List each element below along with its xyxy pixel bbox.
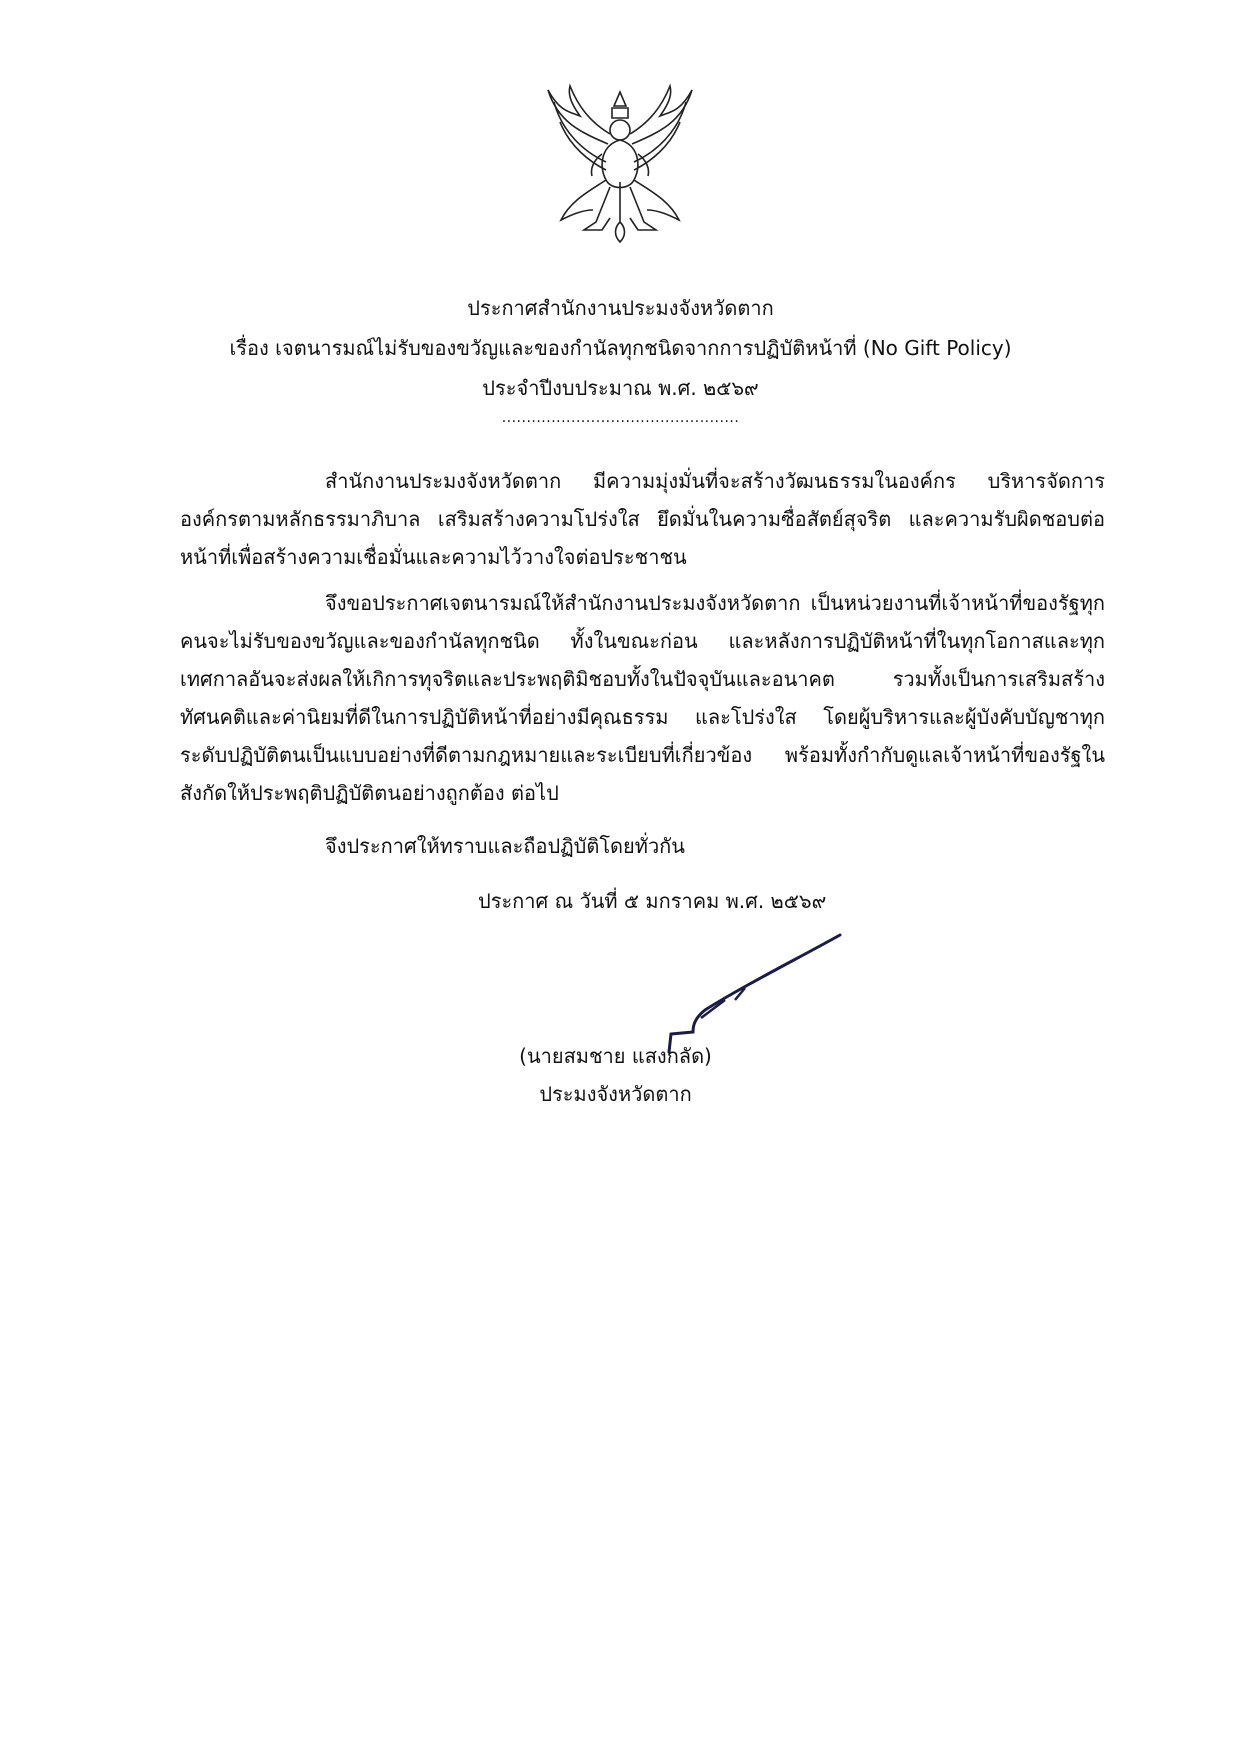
separator-dots: ................................................ (501, 410, 740, 426)
garuda-emblem-icon (540, 82, 700, 247)
paragraph-declaration: จึงขอประกาศเจตนารมณ์ให้สำนักงานประมงจังหวัดตาก เป็นหน่วยงานที่เจ้าหน้าที่ของรัฐทุกคนจะไม่รับของขวัญและของกำนัลทุกชนิด ทั้งในขณะก่อน และหลังการปฏิบัติหน้าที่ในทุกโอกาสและทุกเทศกาลอันจะส่งผลให้เกิการทุจริตและประพฤติมิชอบทั้งในปัจจุบันและอนาคต รวมทั้งเป็นการเสริมสร้างทัศนคติและค่านิยมที่ดีในการปฏิบัติหน้าที่อย่างมีคุณธรรม และโปร่งใส โดยผู้บริหารและผู้บังคับบัญชาทุกระดับปฏิบัติตนเป็นแบบอย่างที่ดีตามกฎหมายและระเบียบที่เกี่ยวข้อง พร้อมทั้งกำกับดูแลเจ้าหน้าที่ของรัฐในสังกัดให้ประพฤติปฏิบัติตนอย่างถูกต้อง ต่อไป (180, 591, 1105, 805)
announcement-title: ประกาศสำนักงานประมงจังหวัดตาก (467, 296, 774, 320)
signature-icon (665, 930, 845, 1055)
announcement-date: ประกาศ ณ วันที่ ๕ มกราคม พ.ศ. ๒๕๖๙ (478, 889, 827, 913)
paragraph-commitment: สำนักงานประมงจังหวัดตาก มีความมุ่งมั่นที่จะสร้างวัฒนธรรมในองค์กร บริหารจัดการองค์กรตามหลักธรรมาภิบาล เสริมสร้างความโปร่งใส ยึดมั่นในความซื่อสัตย์สุจริต และความรับผิดชอบต่อหน้าที่เพื่อสร้างความเชื่อมั่นและความไว้วางใจต่อประชาชน (180, 469, 1105, 569)
signatory-name: (นายสมชาย แสงกลัด) (519, 1044, 712, 1068)
signatory-position: ประมงจังหวัดตาก (539, 1082, 692, 1106)
announcement-subject: เรื่อง เจตนารมณ์ไม่รับของขวัญและของกำนัลทุกชนิดจากการปฏิบัติหน้าที่ (No Gift Policy) (229, 336, 1012, 360)
closing-statement: จึงประกาศให้ทราบและถือปฏิบัติโดยทั่วกัน (325, 834, 685, 858)
fiscal-year: ประจำปีงบประมาณ พ.ศ. ๒๕๖๙ (482, 376, 759, 400)
